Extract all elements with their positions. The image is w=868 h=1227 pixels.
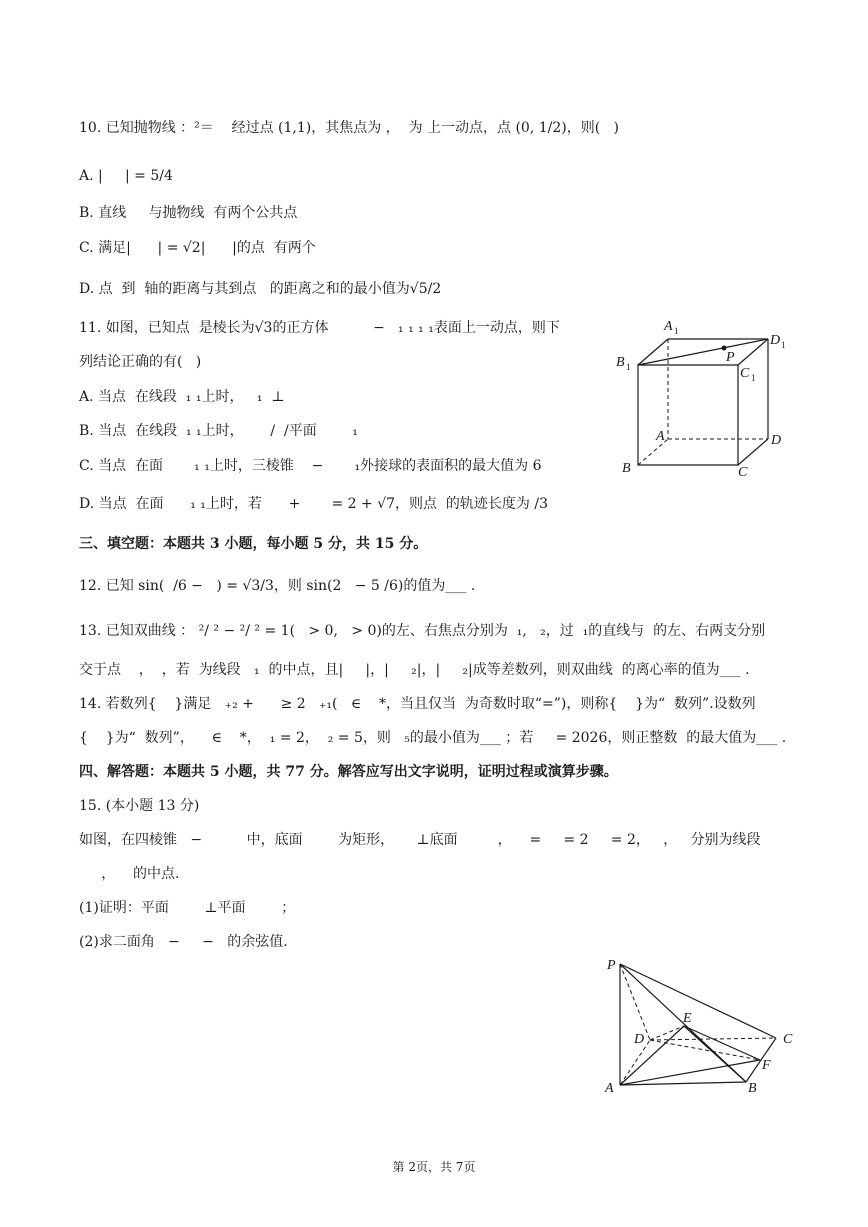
label-a: A	[656, 429, 665, 444]
label-e: E	[683, 1011, 692, 1026]
label-b1-sub: 1	[626, 362, 631, 372]
label-p: P	[607, 958, 616, 973]
q11-stem: 11. 如图，已知点 是棱长为√3的正方体 − ₁ ₁ ₁ ₁表面上一动点，则下	[79, 320, 560, 336]
label-p: P	[726, 350, 735, 365]
label-c: C	[738, 465, 748, 480]
label-b1: B	[616, 355, 625, 370]
q14-line2: { }为“ 数列”， ∈ *， ₁ = 2， ₂ = 5，则 ₅的最小值为___ ；若 = 2026，则正整数 的最大值为___ .	[79, 730, 787, 746]
label-b: B	[748, 1081, 757, 1096]
q12: 12. 已知 sin( /6 − ) = √3/3，则 sin(2 − 5 /6)的值为___ .	[79, 578, 476, 594]
label-c: C	[783, 1032, 793, 1047]
section-heading-solutions: 四、解答题：本题共 5 小题，共 77 分。解答应写出文字说明，证明过程或演算步骤。	[79, 764, 618, 780]
q11-option-d: D. 当点 在面 ₁ ₁上时，若 + = 2 + √7，则点 的轨迹长度为 /3	[79, 496, 549, 512]
label-d1-sub: 1	[781, 340, 786, 350]
label-d: D	[771, 433, 782, 448]
q10-option-c: C. 满足| | = √2| |的点 有两个	[79, 240, 316, 256]
page-footer: 第 2页，共 7页	[392, 1160, 476, 1174]
q11-option-c: C. 当点 在面 ₁ ₁上时，三棱锥 − ₁外接球的表面积的最大值为 6	[79, 458, 542, 474]
label-a1: A	[664, 319, 673, 334]
q15-part-2: (2)求二面角 − − 的余弦值.	[79, 934, 288, 950]
label-d1: D	[770, 333, 781, 348]
pyramid-figure	[600, 952, 810, 1100]
label-c1: C	[740, 366, 750, 381]
q10-option-a: A. | | = 5/4	[79, 168, 173, 184]
q15-part-1: (1)证明：平面 ⊥平面 ；	[79, 900, 296, 916]
label-f: F	[762, 1058, 771, 1073]
q15-header: 15. (本小题 13 分)	[79, 798, 200, 814]
section-heading-fill-blank: 三、填空题：本题共 3 小题，每小题 5 分，共 15 分。	[79, 536, 428, 552]
cube-figure	[612, 314, 792, 484]
q13-line2: 交于点 ， ，若 为线段 ₁ 的中点，且| |，| ₂|，| ₂|成等差数列，则双曲线 的离心率的值为___ .	[79, 662, 750, 678]
label-a: A	[605, 1081, 614, 1096]
label-a1-sub: 1	[674, 326, 679, 336]
q11-stem-cont: 列结论正确的有( )	[79, 354, 202, 370]
q10-option-d: D. 点 到 轴的距离与其到点 的距离之和的最小值为√5/2	[79, 281, 442, 297]
q10-stem: 10. 已知抛物线 ：²＝ 经过点 (1,1)，其焦点为 ， 为 上一动点，点 (0, 1/2)，则( )	[79, 120, 620, 136]
q14-line1: 14. 若数列{ }满足 ₊₂ + ≥ 2 ₊₁( ∈ *，当且仅当 为奇数时取“=”)，则称{ }为“ 数列”.设数列	[79, 696, 756, 712]
label-b: B	[622, 461, 631, 476]
q15-stem: 如图，在四棱锥 − 中，底面 为矩形， ⊥底面 ， = = 2 = 2， ， 分别为线段	[79, 832, 761, 848]
label-d: D	[634, 1032, 645, 1047]
q11-option-a: A. 当点 在线段 ₁ ₁上时， ₁ ⊥	[79, 389, 285, 405]
q10-option-b: B. 直线 与抛物线 有两个公共点	[79, 205, 298, 221]
q13-line1: 13. 已知双曲线 ： ²/ ² − ²/ ² = 1( > 0, > 0)的左、右焦点分别为 ₁, ₂，过 ₁的直线与 的左、右两支分别	[79, 623, 766, 639]
q11-option-b: B. 当点 在线段 ₁ ₁上时， / /平面 ₁	[79, 423, 358, 439]
q15-stem-cont: ， 的中点.	[79, 866, 180, 882]
label-c1-sub: 1	[751, 373, 756, 383]
